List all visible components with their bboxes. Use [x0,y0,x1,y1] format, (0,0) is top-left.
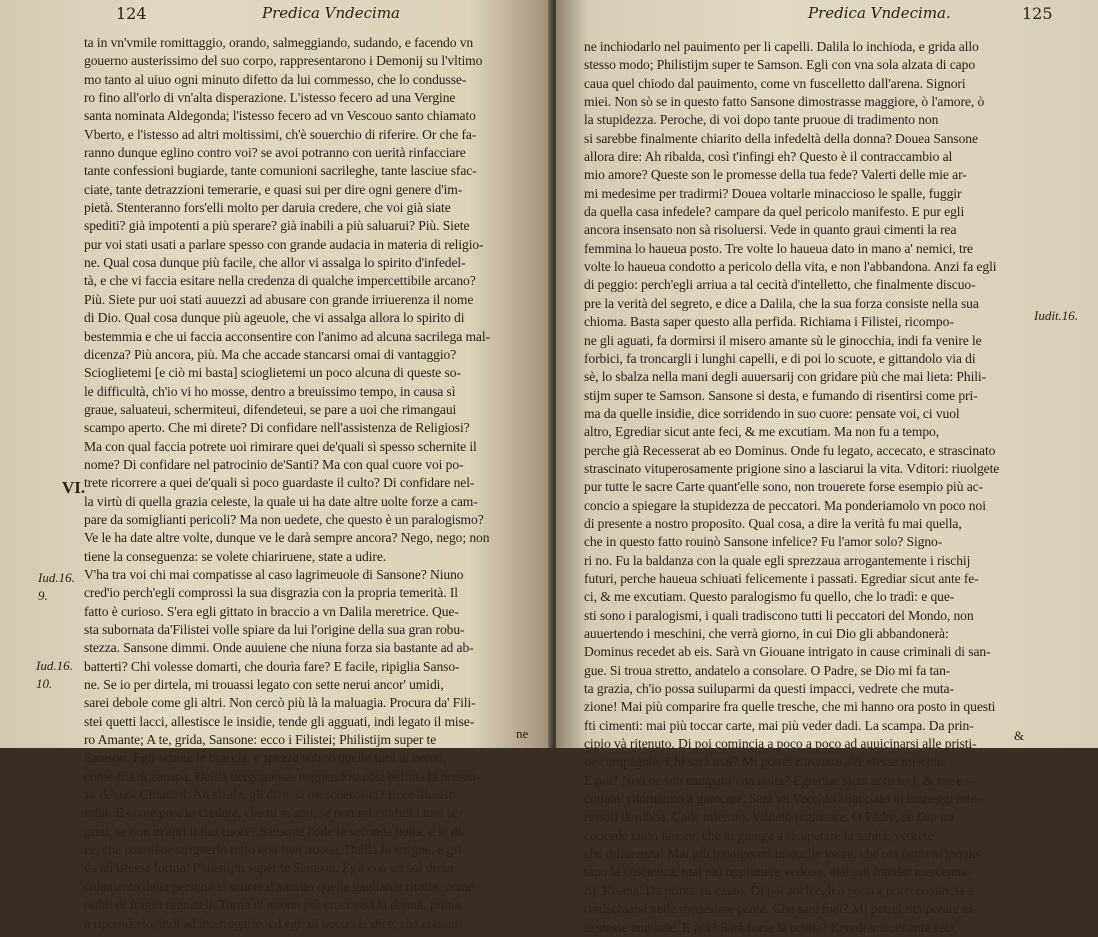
text-line: tiene la conseguenza: se volete chiariruene, state a udire. [84,548,387,564]
text-line: auuertendo i meschini, che verrà giorno, in cui Dio gli abbandonerà: [584,626,949,641]
text-line: ci, & me excutiam. Questo paralogismo fu quello, che lo tradì: e que- [584,589,955,605]
text-line: di peggio: perch'egli arriua a tal cecità d'intelletto, che finalmente discuo- [584,277,976,293]
margin-note: Iud.16. [38,570,75,585]
text-line: mi medesime per tradirmi? Douea voltarle minaccioso le spalle, fuggir [584,185,962,201]
margin-note: 9. [38,588,48,603]
text-line: ta in vn'vmile romittaggio, orando, salmeggiando, sudando, e facendo vn [84,35,474,50]
text-line: greti, se non m'apri il tuo cuore? Sansone l'ode la seconda uolta, e le di- [84,823,466,839]
text-line: ancora insensato non sà risoluersi. Vede in quanto graui cimenti la rea [584,222,957,238]
text-line: colamento della persona si scuote d'attorno quelle gagliarde ritorte, come [84,878,474,894]
text-line: la virtù di quella grazia celeste, la quale ui ha date altre uolte forze a cam- [84,493,478,509]
text-line: Ve le ha date altre volte, dunque ve le darà sempre ancora? Nego, nego; non [84,530,490,546]
text-line: ne. Qual cosa dunque più facile, che allor vi assalga lo spirito d'infedel- [84,255,466,271]
text-line: ne gli aguati, fa dormirsi il misero amante sù le ginocchia, indi fa venire le [584,332,982,348]
margin-note: Iud.16. [36,658,73,673]
text-line: da all'istessa forma: Philistijm super te Samson. Egli con un sol divin- [84,860,458,876]
page-number: 124 [116,4,147,23]
text-line: ne compagnie. Chi sarà mai? Mi potrei ritrouare alle stesse mischie. [584,754,947,770]
text-line: spediti? già impotenti a più sperare? già inabili a più saluarui? Più. Siete [84,218,470,234]
running-head: Predica Vndecima. [808,4,951,22]
text-line: ri no. Fu la baldanza con la quale egli sprezzaua arrogantemente i rischij [584,552,971,568]
text-line: rij. Risana. Da prima va cauto. Di poi anch'egli a poco a poco comincia a [584,882,974,898]
text-line: pare da somiglianti pericoli? Ma non uedete, che questo è un paralogismo? [84,511,484,527]
catchword: ne [516,726,529,741]
text-line: rimischiarsi nelle medesime panie. Che sarà mai? Mi potrei ricuperare al- [584,901,977,917]
text-line: miei. Non sò se in questo fatto Sansone dimostrasse maggiore, ò l'amore, ò [584,94,985,110]
left-body-text [84,34,538,933]
text-line: mihi. E come poss'io credere, che tu m'ami, se non mi confidi i tuoi se- [84,805,463,821]
text-line: Dominus recedet ab eis. Sarà vn Giouane intrigato in cause criminali di san- [584,644,991,660]
text-line: tà, e che vi faccia esitare nella credenza di qualche impercettibile arcano? [84,273,476,289]
text-line: altro, Egrediar sicut ante feci, & me excutiam. Ma non fu a tempo, [584,424,940,440]
text-line: pietà. Stenteranno fors'elli molto per daruia credere, che voi già siate [84,200,451,216]
text-line: cred'io perch'egli comprossi la sua disgrazia con la propria temerità. Il [84,585,458,601]
text-line: stijm super te Samson. Sansone si desta, e fumando di risentirsi come pri- [584,387,978,403]
text-line: dicenza? Più ancora, più. Ma che accade stancarsi omai di vantaggio? [84,346,457,362]
text-line: cipio và ritenuto. Di poi comincia a poco a poco ad auuicinarsi alle pristi- [584,736,977,752]
text-line: scampo aperto. Che mi direte? Di confidare nell'assistenza de Religiosi? [84,420,470,436]
text-line: che in questo fatto rouinò Sansone infelice? Fu l'amor solo? Signo- [584,534,943,550]
text-line: caua quel chiodo dal pauimento, come vn fuscelletto dall'arena. Signori [584,75,966,91]
text-line: santa nominata Aldegonda; l'istesso fecero ad vn Vescouo santo chiamato [84,108,476,124]
text-line: gouerno austerissimo del suo corpo, rappresentarono i Demonij su l'vltimo [84,53,483,69]
text-line: forbici, fa troncargli i lunghi capelli, e di poi lo scuote, e gittandolo via di [584,350,976,366]
text-line: volte lo haueua condotto a pericolo della vita, e non l'abbandona. Anzi fa egli [584,259,997,275]
text-line: sarei debole come gli altri. Non cercò più là la maluagia. Procura da' Fili- [84,695,476,711]
text-line: stei quetti lacci, allestisce le insidie, tende gli agguati, indi legato il mise- [84,713,475,729]
text-line: stesso modo; Philistijm super te Samson. Egli con vna sola alzata di capo [584,57,976,73]
page-number: 125 [1022,4,1053,23]
text-line: si sarebbe finalmente chiarito della infedeltà della donna? Douea Sansone [584,130,978,146]
text-line: di presente a nostro proposito. Qual cosa, a dire la verità fu mai quella, [584,515,962,531]
text-line: mo tanto al uiuo ogni minuto difetto da lui commesso, che lo condusse- [84,71,467,87]
text-line: allora dire: Ah ribalda, così t'infingi eh? Questo è il contraccambio al [584,149,953,165]
text-line: ne inchiodarlo nel pauimento per li capelli. Dalila lo inchioda, e grida allo [584,39,979,54]
text-line: tano la coscienza, mai più opprimere vedoue, mai più fraudar mercenna- [584,864,972,880]
text-line: le difficultà, ch'io vi ho mosse, dentro a breuissimo tempo, in causa sì [84,383,456,399]
text-line: V'ha tra voi chi mai compatisse al caso lagrimeuole di Sansone? Niuno [84,566,464,582]
text-line: chioma. Basta saper questo alla perfida. Richiama i Filistei, ricompo- [584,314,954,330]
text-line: graue, saluateui, schermiteui, difendeteui, se pare a uoi che rimangaui [84,401,457,417]
text-line: come fila di canapa. Dalila uergognosa, ueggendosi così beffata la presen- [84,768,480,784]
text-line: fti cimenti: mai più toccar carte, mai più veder dadi. La scampa. Da prin- [584,717,974,733]
text-line: za de'suoi Cittadini: Ah sleale, gli dice, sì mi schernisci? Ecce illusisti [84,787,457,803]
text-line: Samson. Egli scuote le braccia, e spezza subito quelle funi di neruo, [84,750,447,766]
text-line: concio a spiegare la stupidezza de peccatori. Ma ponderiamolo vn poco noi [584,497,986,513]
right-page [556,0,1098,935]
text-line: sè, lo sbalza nella mani degli auuersarij con gridare più che mai lieta: Phili- [584,369,987,385]
text-line: orditi di fragili ragnateli. Torna di nuouo più crucciosa la donna, prima [84,897,461,913]
text-line: di Dio. Qual cosa dunque più ageuole, che vi assalga allora lo spirito di [84,310,465,326]
text-line: Vberto, e l'istesso ad altri moltissimi, ch'è souerchio di riferire. Or che fa- [84,126,477,142]
text-line: femmina lo haueua posto. Tre volte lo haueua dato in mano a' nemici, tre [584,240,973,256]
text-line: tante confessioni bugiarde, tante comunioni sacrileghe, tante lasciue sfac- [84,163,477,179]
text-line: futuri, perche haueua schiuati felicemente i passati. Egrediar sicut ante fe- [584,570,979,586]
text-line: batterti? Chi volesse domarti, che dourìa fare? E facile, ripiglia Sanso- [84,658,460,674]
text-line: sta subornata da'Filistei volle spiare da lui l'origine della sua gran robu- [84,622,465,637]
text-line: la stupidezza. Peroche, di voi dopo tante pruoue di tradimento non [584,112,939,128]
right-body-text [584,38,1046,937]
text-line: ro fino all'orlo di vn'alta disperazione. L'istesso fecero ad una Vergine [84,90,456,106]
text-line: ciate, tante detrazzioni temerarie, e quasi sui per dire ogni genere d'im- [84,181,463,197]
text-line: ranno dunque eglino contro voi? se avoi potranno con uerità rinfacciare [84,145,466,161]
text-line: ce, che conuiene strignerlo tutto con funi nuoue. Dalila lo strigne, e gri- [84,842,466,858]
text-line: strascinato vituperosamente prigione sino a lasciarui la vita. Vditori: riuolgete [584,460,1000,476]
text-line: trete ricorrere a quei de'quali sì poco guardaste il culto? Di confidare nel- [84,475,475,491]
text-line: perche già Recesserat ab eo Dominus. Onde fu legato, accecato, e strascinato [584,442,996,458]
catchword: & [1014,728,1025,743]
text-line: pur voi stati usati a parlare spesso con grande audacia in materia di religio- [84,236,484,252]
text-line: concede tanto fauore, che io giunga a ricuperare la sanità, vedrete [584,827,934,843]
running-head: Predica Vndecima [262,4,400,22]
text-line: cutiam: ritorniamo a giuocare. Sarà vn Vecchio allacciato in maneggi inte- [584,791,981,807]
text-line: Ma con qual faccia potrete uoi rimirare quei de'quali sì spesso schernite il [84,438,477,454]
text-line: gue. Si troua stretto, andatelo a consolare. O Padre, se Dio mi fa tan- [584,662,951,678]
text-line: Più. Siete pur uoi stati auuezzi ad abusare con grande irriuerenza il nome [84,291,474,307]
text-line: nome? Di confidare nel patrocinio de'Santi? Ma con qual cuore voi po- [84,456,464,472]
left-page [0,0,552,931]
text-line: ma da quelle insidie, dice sorridendo in suo cuore: pensate voi, ci vuol [584,405,960,421]
text-line: stezza. Sansone dimmi. Onde auuiene che niuna forza sia bastante ad ab- [84,640,474,656]
text-line: ta grazia, ch'io possa suiluparmi da questi impacci, vedrete che muta- [584,681,954,697]
margin-note: Iudit.16. [1034,308,1079,323]
margin-note: 10. [36,676,53,691]
text-line: che differenza! Mai più inuolgermi in quelle vsure, che ora tanto m'inquie- [584,846,983,862]
text-line: E poi? Non ne son campato vna uolta? Egrediar sicut ante feci, & me ex- [584,772,974,788]
text-line: ressati di robba. Cade infermo. Vditelo ragionare. O Padre, se Dio mi [584,809,954,825]
text-line: ne. Se io per dirtela, mi trouassi legato con sette nerui ancor' umidi, [84,677,444,693]
text-line: zione! Mai più comparire fra quelle tresche, che mi hanno ora posto in questi [584,699,996,715]
section-marker: VI. [62,478,86,497]
text-line: pre la verità del segreto, e dice a Dalila, che la sua forza consiste nella sua [584,295,979,311]
text-line: da quella casa infedele? campare da quel pericolo manifesto. E pur egli [584,204,965,220]
text-line: ro Amante; A te, grida, Sansone: ecco i Filistei; Philistijm super te [84,732,437,748]
text-line: sti sono i paralogismi, i quali tradiscono tutti li peccatori del Mondo, non [584,607,974,623]
text-line: a riprenderlo, indi ad interrogarlo, ed egli di nuouo le dice, che conuie- [84,915,462,931]
text-line: mio amore? Queste son le promesse della tua fede? Valerti delle mie ar- [584,167,967,183]
text-line: pur tutte le sacre Carte quant'elle sono, non trouerete forse esempio più ac- [584,479,984,495]
text-line: fatto è curioso. S'era egli gittato in braccio a vn Dalila meretrice. Que- [84,603,459,619]
text-line: bestemmia e che ui faccia acconsentire con l'animo ad alcuna sacrilega mal- [84,328,490,344]
text-line: le stesse angustie. E poi? Sarà forse la prima? Egrediar sicut ante feci, [584,919,958,935]
text-line: Scioglietemi [e ciò mi basta] scioglietemi un poco alcuna di queste so- [84,365,461,381]
